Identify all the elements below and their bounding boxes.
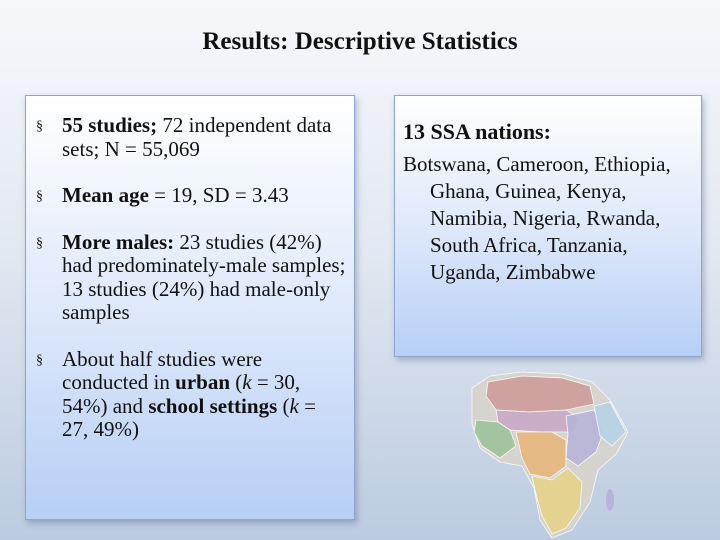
bullet-italic-text: k [242, 370, 252, 394]
bullet-studies [36, 114, 346, 161]
bullet-text: 23 studies (42%) had predominately-male samples; 13 studies (24%) had male-only samples [62, 229, 346, 324]
map-island-shape [606, 489, 614, 511]
bullet-text-normal: ( [277, 393, 290, 418]
bullet-bold-text: More males: [62, 229, 175, 254]
bullet-text-normal: ( [230, 370, 243, 394]
bullet-marker-icon: § [36, 189, 43, 204]
bullet-marker-icon: § [36, 119, 43, 134]
bullet-bold-text: Mean age [62, 183, 149, 207]
bullet-text: = 19, SD = 3.43 [148, 183, 289, 207]
bullet-text-normal: About half studies were conducted in [62, 346, 263, 394]
nations-heading: 13 SSA nations: [403, 119, 551, 144]
statistics-list [36, 114, 346, 442]
nations-panel [394, 95, 702, 357]
bullet-males [36, 231, 346, 325]
bullet-bold-text: urban [175, 370, 230, 394]
bullet-marker-icon: § [36, 352, 43, 368]
map-central-region [516, 432, 566, 478]
bullet-italic-text: k [289, 393, 299, 418]
bullet-mean-age [36, 184, 346, 208]
nations-list: Botswana, Cameroon, Ethiopia, Ghana, Guinea, Kenya, Namibia, Nigeria, Rwanda, South Africa, Tanzania, Uganda, Zimbabwe [403, 152, 671, 284]
bullet-settings [36, 348, 346, 442]
bullet-text-normal: = 30, 54%) and [62, 370, 301, 418]
statistics-panel [25, 95, 355, 520]
bullet-text-normal: = 27, 49%) [62, 393, 316, 441]
slide-title: Results: Descriptive Statistics [202, 28, 518, 55]
bullet-bold-text: 55 studies; [62, 113, 158, 137]
bullet-text: 72 independent data sets; N = 55,069 [62, 113, 332, 161]
bullet-bold-text: school settings [148, 393, 278, 418]
africa-map-icon [470, 370, 630, 540]
bullet-marker-icon: § [36, 235, 43, 251]
